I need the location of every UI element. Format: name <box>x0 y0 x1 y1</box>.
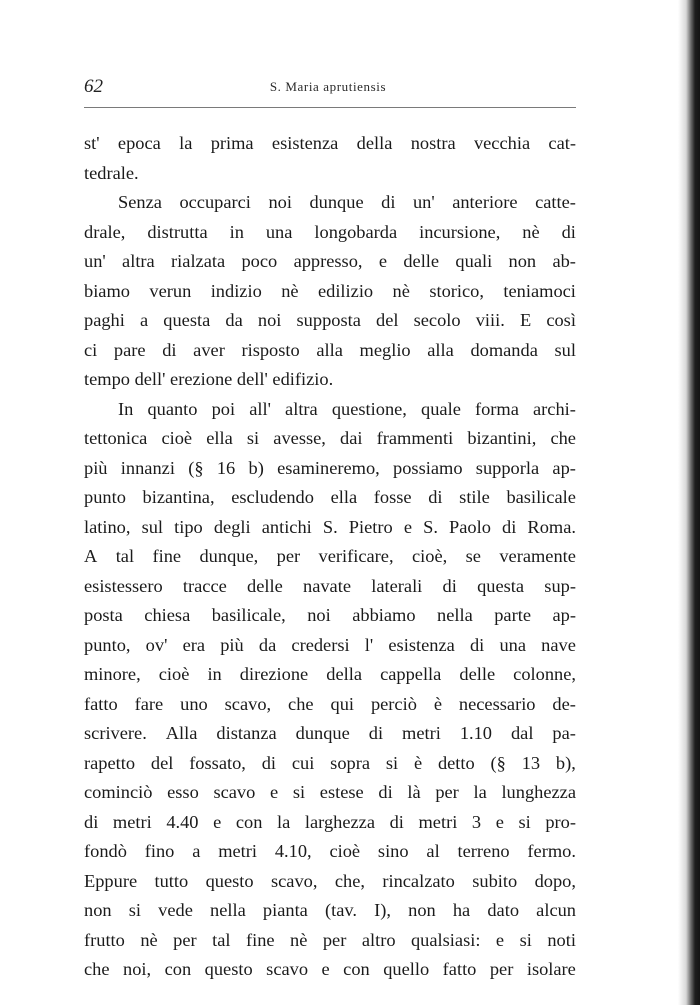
word: basilicale, <box>211 605 286 625</box>
word: è <box>413 752 423 773</box>
word: di <box>502 516 517 537</box>
word: noi <box>257 310 282 330</box>
word: pare <box>113 339 146 360</box>
text-line <box>84 306 576 336</box>
word: non <box>84 900 112 920</box>
word: di <box>381 192 396 212</box>
scanned-page-edge <box>678 0 700 1005</box>
word: st' <box>84 133 100 153</box>
word: alla <box>316 339 343 360</box>
running-title: S. Maria aprutiensis <box>269 79 387 94</box>
word: tipo <box>174 516 203 537</box>
word: per <box>173 929 197 950</box>
word: vecchia <box>473 133 531 153</box>
word: che <box>288 693 314 714</box>
word: distrutta <box>147 221 208 242</box>
text-line <box>84 218 576 248</box>
word: questo <box>204 959 253 979</box>
word: è <box>433 693 442 714</box>
text-line <box>84 896 576 926</box>
word: fare <box>134 693 164 714</box>
body-text <box>84 129 576 985</box>
word: Senza <box>118 192 162 212</box>
word: fosse <box>373 487 412 507</box>
text-line <box>84 277 576 307</box>
word: scavo <box>213 782 256 802</box>
word: altra <box>285 398 318 419</box>
word: frammenti <box>376 428 454 448</box>
word: dunque, <box>199 546 259 566</box>
word: posta <box>84 605 123 625</box>
word: per <box>322 929 347 950</box>
word: non <box>408 900 436 920</box>
word: e <box>321 959 330 979</box>
word: sul <box>554 339 576 360</box>
word: di <box>378 782 393 802</box>
text-line <box>84 542 576 572</box>
word: nè <box>281 280 299 301</box>
word: in <box>229 221 244 242</box>
word: di <box>442 575 457 596</box>
word: e <box>213 811 222 832</box>
word: ella <box>206 428 233 448</box>
word: avesse, <box>273 428 326 448</box>
word: ella <box>330 487 358 507</box>
word: ha <box>452 900 471 920</box>
word: esamineremo, <box>277 457 380 478</box>
word: verificare, <box>318 546 394 566</box>
word: si <box>519 929 532 950</box>
text-line <box>84 867 576 897</box>
word: esso <box>167 782 199 802</box>
text-line: tedrale. <box>84 162 139 183</box>
word: da <box>258 634 277 655</box>
word: non <box>508 251 537 271</box>
word: esistessero <box>84 575 163 596</box>
word: longobarda <box>314 221 398 242</box>
word: rapetto <box>84 752 136 773</box>
word: risposto <box>241 339 300 360</box>
word: detto <box>437 752 475 773</box>
word: terreno <box>457 841 510 861</box>
text-line <box>84 690 576 720</box>
text-line <box>84 808 576 838</box>
word: ov' <box>145 634 168 655</box>
word: nè <box>392 280 410 301</box>
word: di <box>261 752 277 773</box>
word: là <box>407 782 421 802</box>
word: per <box>276 546 301 566</box>
word: dal <box>510 723 534 743</box>
word: si <box>292 782 306 802</box>
word: subito <box>472 870 518 891</box>
word: direzione <box>239 664 309 684</box>
word: larghezza <box>304 811 375 832</box>
word: A <box>84 546 98 566</box>
word: (§ <box>490 752 506 773</box>
word: di <box>389 811 404 832</box>
word: sino <box>377 841 409 861</box>
word: un' <box>412 192 435 212</box>
word: minore, <box>84 664 141 684</box>
word: anteriore <box>452 192 518 212</box>
text-line <box>84 454 576 484</box>
word: nè <box>522 221 540 242</box>
word: cui <box>291 752 315 773</box>
word: noi <box>268 192 292 212</box>
word: latino, <box>84 516 131 537</box>
word: questione, <box>331 398 407 419</box>
word: della <box>356 133 393 153</box>
text-line <box>84 660 576 690</box>
word: esistenza <box>271 133 339 153</box>
word: questo <box>205 870 254 891</box>
text-line <box>84 719 576 749</box>
word: indizio <box>210 280 262 301</box>
word: punto <box>84 487 126 507</box>
word: Paolo <box>449 516 491 537</box>
word: abbiamo <box>352 605 416 625</box>
word: altra <box>122 251 155 271</box>
text-line <box>84 749 576 779</box>
word: In <box>118 398 134 419</box>
word: nella <box>437 605 473 625</box>
word: noi, <box>123 959 152 979</box>
word: nè <box>290 929 308 950</box>
word: bizantini, <box>467 428 537 448</box>
word: navate <box>303 575 351 596</box>
word: l' <box>364 634 374 655</box>
word: (§ <box>188 457 204 478</box>
text-line <box>84 955 576 985</box>
word: S. <box>322 516 338 537</box>
word: perciò <box>370 693 417 714</box>
word: delle <box>459 664 496 684</box>
word: 16 <box>216 457 236 478</box>
word: e <box>495 811 504 832</box>
word: frutto <box>84 929 125 950</box>
word: che, <box>334 870 365 891</box>
word: delle <box>247 575 283 596</box>
word: una <box>499 634 526 655</box>
word: punto, <box>84 634 131 655</box>
word: supposta <box>296 310 361 330</box>
word: rincalzato <box>382 870 455 891</box>
word: se <box>465 546 481 566</box>
word: quale <box>421 398 461 419</box>
word: un' <box>84 251 106 271</box>
word: poi <box>211 398 236 419</box>
text-line <box>84 483 576 513</box>
word: sul <box>141 516 164 537</box>
word: drale, <box>84 221 126 242</box>
word: distanza <box>216 723 277 743</box>
word: la <box>277 811 291 832</box>
word: quali <box>455 251 493 271</box>
word: stile <box>459 487 490 507</box>
word: ab- <box>552 251 576 271</box>
word: con <box>235 811 263 832</box>
word: uno <box>180 693 208 714</box>
word: poco <box>241 251 278 271</box>
word: qualsiasi: <box>410 929 481 950</box>
word: fondò <box>84 841 127 861</box>
word: colonne, <box>513 664 576 684</box>
word: prima <box>210 133 254 153</box>
word: fine <box>152 546 182 566</box>
word: paghi <box>84 310 125 330</box>
text-line <box>84 778 576 808</box>
word: per <box>435 782 459 802</box>
word: tracce <box>182 575 227 596</box>
word: di <box>561 221 576 242</box>
word: si <box>518 811 531 832</box>
word: tal <box>115 546 135 566</box>
word: Roma. <box>527 516 576 537</box>
word: cioè <box>161 428 193 448</box>
text-line: tempo dell' erezione dell' edifizio. <box>84 369 334 389</box>
text-line <box>84 129 576 159</box>
word: 4.40 <box>166 811 199 832</box>
word: noi <box>307 605 331 625</box>
word: de- <box>552 693 576 714</box>
text-line <box>84 188 576 218</box>
word: rialzata <box>171 251 226 271</box>
word: E <box>519 310 532 330</box>
word: questa <box>477 575 525 596</box>
word: al <box>426 841 440 861</box>
word: scrivere. <box>84 723 147 743</box>
word: a <box>192 841 201 861</box>
word: pro- <box>545 811 576 832</box>
word: così <box>546 310 576 330</box>
text-line <box>84 601 576 631</box>
word: cat- <box>548 133 576 153</box>
word: escludendo <box>231 487 314 507</box>
word: era <box>182 634 206 655</box>
word: metri <box>112 811 152 832</box>
word: qui <box>330 693 355 714</box>
text-line <box>84 336 576 366</box>
word: storico, <box>429 280 484 301</box>
word: alcun <box>536 900 576 920</box>
word: archi- <box>533 398 576 419</box>
word: metri <box>418 811 458 832</box>
word: I), <box>374 900 391 920</box>
word: fermo. <box>527 841 576 861</box>
word: si <box>246 428 260 448</box>
word: tal <box>212 929 231 950</box>
word: si <box>128 900 142 920</box>
word: pianta <box>262 900 308 920</box>
word: fine <box>245 929 275 950</box>
word: cioè, <box>411 546 448 566</box>
word: Pietro <box>348 516 393 537</box>
word: forma <box>474 398 519 419</box>
word: alla <box>427 339 454 360</box>
word: di <box>469 634 485 655</box>
word: occuparci <box>179 192 251 212</box>
word: nave <box>541 634 576 655</box>
word: più <box>84 457 108 478</box>
text-line <box>84 513 576 543</box>
word: sopra <box>330 752 370 773</box>
word: biamo <box>84 280 130 301</box>
word: di <box>428 487 443 507</box>
text-line <box>84 395 576 425</box>
word: scavo <box>266 959 309 979</box>
word: con <box>164 959 192 979</box>
page-number: 62 <box>84 76 103 97</box>
word: credersi <box>291 634 350 655</box>
word: più <box>220 634 244 655</box>
word: S. <box>423 516 438 537</box>
word: metri <box>402 723 441 743</box>
word: all' <box>249 398 271 419</box>
word: degli <box>213 516 251 537</box>
word: della <box>326 664 363 684</box>
word: la <box>473 782 487 802</box>
running-header <box>84 76 572 100</box>
word: altro <box>361 929 396 950</box>
word: dopo, <box>534 870 576 891</box>
word: veramente <box>499 546 576 566</box>
text-line <box>84 247 576 277</box>
word: incursione, <box>419 221 501 242</box>
word: possiamo <box>393 457 463 478</box>
word: secolo <box>413 310 461 330</box>
text-line <box>84 424 576 454</box>
word: nella <box>210 900 246 920</box>
word: catte- <box>535 192 576 212</box>
word: pa- <box>552 723 576 743</box>
word: con <box>343 959 370 979</box>
word: quello <box>383 959 430 979</box>
word: e <box>495 929 505 950</box>
word: che <box>550 428 576 448</box>
word: quanto <box>147 398 198 419</box>
word: 13 <box>521 752 541 773</box>
word: appresso, <box>293 251 363 271</box>
word: 4.10, <box>274 841 312 861</box>
word: necessario <box>458 693 536 714</box>
word: questa <box>163 310 211 330</box>
word: che <box>84 959 110 979</box>
text-line <box>84 572 576 602</box>
word: tutto <box>154 870 189 891</box>
word: di <box>368 723 384 743</box>
word: ap- <box>552 605 576 625</box>
word: 3 <box>471 811 482 832</box>
word: fossato, <box>189 752 246 773</box>
word: domanda <box>470 339 538 360</box>
word: cappella <box>380 664 442 684</box>
word: 1.10 <box>459 723 492 743</box>
word: la <box>179 133 193 153</box>
word: una <box>265 221 293 242</box>
word: nostra <box>410 133 456 153</box>
text-line <box>84 631 576 661</box>
word: delle <box>403 251 440 271</box>
word: innanzi <box>120 457 175 478</box>
word: di <box>162 339 177 360</box>
word: cioè <box>329 841 361 861</box>
word: per <box>489 959 514 979</box>
word: cioè <box>158 664 190 684</box>
word: metri <box>218 841 257 861</box>
word: parte <box>494 605 531 625</box>
word: meglio <box>359 339 411 360</box>
word: antichi <box>261 516 312 537</box>
word: verun <box>149 280 192 301</box>
word: ap- <box>552 457 576 478</box>
word: dato <box>487 900 520 920</box>
word: teniamoci <box>503 280 576 301</box>
word: dai <box>340 428 363 448</box>
word: scavo, <box>270 870 318 891</box>
word: ci <box>84 339 98 360</box>
word: da <box>225 310 243 330</box>
word: (tav. <box>324 900 357 920</box>
word: e <box>378 251 388 271</box>
word: b) <box>248 457 264 478</box>
word: tettonica <box>84 428 148 448</box>
word: epoca <box>117 133 161 153</box>
word: supporla <box>475 457 540 478</box>
word: sup- <box>544 575 576 596</box>
word: fatto <box>442 959 477 979</box>
word: a <box>139 310 149 330</box>
word: b), <box>555 752 576 773</box>
word: in <box>207 664 222 684</box>
word: lunghezza <box>501 782 576 802</box>
word: bizantina, <box>142 487 215 507</box>
word: aver <box>193 339 225 360</box>
word: del <box>376 310 399 330</box>
word: del <box>150 752 174 773</box>
word: Eppure <box>84 870 138 891</box>
word: laterali <box>371 575 423 596</box>
word: estese <box>319 782 364 802</box>
word: fatto <box>84 693 118 714</box>
word: fino <box>144 841 175 861</box>
text-line <box>84 926 576 956</box>
word: isolare <box>526 959 576 979</box>
word: cominciò <box>84 782 153 802</box>
word: di <box>84 811 99 832</box>
word: dunque <box>309 192 364 212</box>
word: esistenza <box>388 634 455 655</box>
word: edilizio <box>317 280 374 301</box>
word: nè <box>140 929 158 950</box>
word: chiesa <box>144 605 191 625</box>
word: noti <box>547 929 576 950</box>
word: e <box>403 516 412 537</box>
word: si <box>385 752 399 773</box>
word: vede <box>158 900 193 920</box>
word: e <box>270 782 279 802</box>
word: scavo, <box>224 693 272 714</box>
word: viii. <box>475 310 505 330</box>
word: Alla <box>165 723 198 743</box>
header-rule <box>84 107 576 108</box>
text-line <box>84 837 576 867</box>
word: basilicale <box>506 487 576 507</box>
word: dunque <box>295 723 350 743</box>
